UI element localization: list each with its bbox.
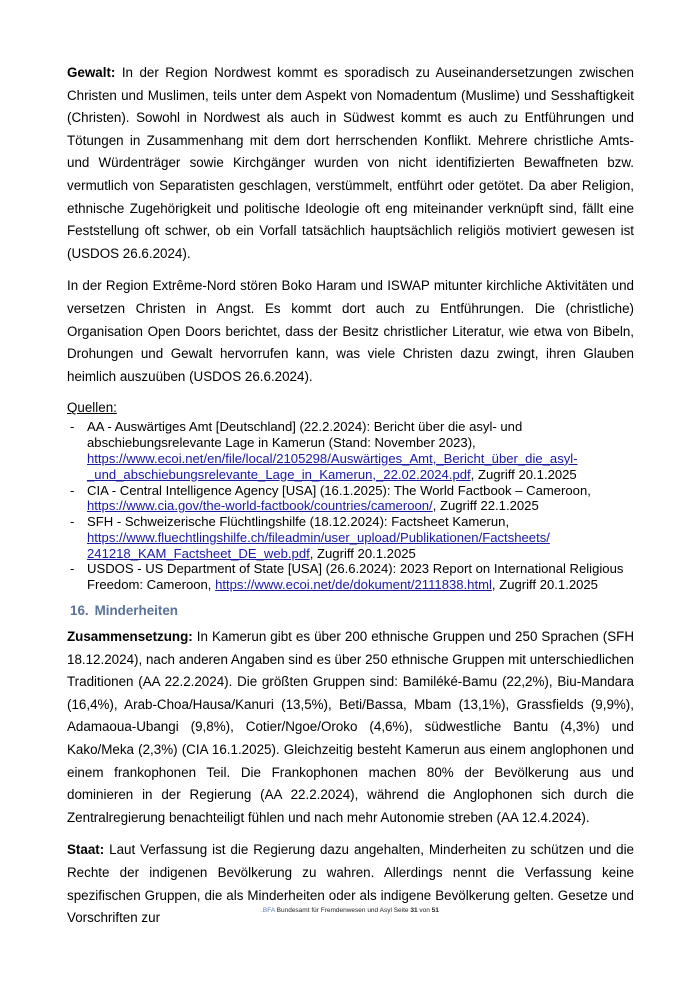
paragraph-text: In der Region Nordwest kommt es sporadisch zu Auseinandersetzungen zwischen Christen und Muslimen, teils unter dem Aspekt von Nomadentum (Muslime) und Sesshaftigkeit (Christen). Sowohl in Nordwest als auch in Südwest kommt es auch zu Entführungen und Tötungen in Zusammenhang mit dem dort herrschenden Konflikt. Mehrere christliche Amts- und Würdenträger sowie Kirchgänger wurden von nicht identifizierten Bewaffneten bzw. vermutlich von Separatisten geschlagen, verstümmelt, entführt oder getötet. Da aber Religion, ethnische Zugehörigkeit und politische Ideologie oft eng miteinander verknüpft sind, fällt eine Feststellung oft schwer, ob ein Vorfall tatsächlich hauptsächlich religiös motiviert gewesen ist (USDOS 26.6.2024).: [67, 65, 634, 261]
paragraph-text: In Kamerun gibt es über 200 ethnische Gruppen und 250 Sprachen (SFH 18.12.2024), nach anderen Angaben sind es über 250 ethnische Gruppen mit unterschiedlichen Traditionen (AA 22.2.2024). Die größten Gruppen sind: Bamiléké-Bamu (22,2%), Biu-Mandara (16,4%), Arab-Choa/Hausa/Kanuri (13,5%), Beti/Bassa, Mbam (13,1%), Grassfields (9,9%), Adamaoua-Ubangi (9,8%), Cotier/Ngoe/Oroko (4,6%), südwestliche Bantu (4,3%) und Kako/Meka (2,3%) (CIA 16.1.2025). Gleichzeitig besteht Kamerun aus einem anglophonen und einem frankophonen Teil. Die Frankophonen machen 80% der Bevölkerung aus und dominieren in der Regierung (AA 22.2.2024), während die Anglophonen sich durch die Zentralregierung benachteiligt fühlen und nach mehr Autonomie streben (AA 12.4.2024).: [67, 629, 634, 825]
paragraph-lead: Gewalt:: [67, 65, 116, 80]
section-number: 16.: [70, 603, 89, 619]
source-item: [67, 514, 634, 561]
list-dash: -: [70, 561, 75, 577]
page-footer: [0, 907, 700, 914]
section-title: Minderheiten: [94, 603, 178, 619]
paragraph-text: In der Region Extrême-Nord stören Boko Haram und ISWAP mitunter kirchliche Aktivitäten und versetzen Christen in Angst. Es kommt dort auch zu Entführungen. Die (christliche) Organisation Open Doors berichtet, dass der Besitz christlicher Literatur, wie etwa von Bibeln, Drohungen und Gewalt hervorrufen kann, was viele Christen dazu zwingt, ihren Glauben heimlich auszuüben (USDOS 26.6.2024).: [67, 278, 634, 384]
paragraph-gewalt: [67, 62, 634, 265]
footer-org: Bundesamt für Fremdenwesen und Asyl Seite: [274, 907, 411, 914]
list-dash: -: [70, 419, 75, 435]
source-link[interactable]: https://www.ecoi.net/en/file/local/2105298/Auswärtiges_Amt,_Bericht_über_die_asyl-_und_abschiebungsrelevante_Lage_in_Kamerun,_22.02.2024.pdf: [87, 450, 578, 482]
paragraph-lead: Zusammensetzung:: [67, 629, 193, 645]
paragraph-extreme-nord: [67, 275, 634, 388]
source-item: [67, 419, 634, 482]
source-item: [67, 561, 634, 593]
document-body: [67, 62, 634, 940]
paragraph-zusammensetzung: [67, 626, 634, 829]
source-link[interactable]: https://www.ecoi.net/de/dokument/2111838.html: [215, 577, 492, 593]
list-dash: -: [70, 482, 75, 498]
paragraph-lead: Staat:: [67, 842, 105, 858]
section-heading: [70, 603, 634, 618]
source-access-date: , Zugriff 20.1.2025: [491, 577, 598, 593]
sources-title: Quellen:: [67, 400, 117, 416]
sources-list: [67, 419, 634, 593]
source-access-date: , Zugriff 20.1.2025: [470, 466, 577, 482]
source-access-date: , Zugriff 20.1.2025: [309, 545, 416, 561]
source-item: [67, 483, 634, 515]
source-text: SFH - Schweizerische Flüchtlingshilfe (18.12.2024): Factsheet Kamerun,: [87, 514, 510, 530]
paragraph-text: Laut Verfassung ist die Regierung dazu angehalten, Minderheiten zu schützen und die Rechte der indigenen Bevölkerung zu wahren. Allerdings nennt die Verfassung keine spezifischen Gruppen, die als Minderheiten oder als indigene Bevölkerung gelten. Gesetze und Vorschriften zur: [67, 842, 634, 926]
page-total: 51: [431, 907, 439, 914]
source-text: USDOS - US Department of State [USA] (26.6.2024): 2023 Report on International Religious Freedom: Cameroon,: [87, 561, 624, 593]
footer-logo: .BFA: [261, 907, 275, 914]
source-link[interactable]: https://www.fluechtlingshilfe.ch/fileadmin/user_upload/Publikationen/Factsheets/ 241218_KAM_Factsheet_DE_web.pdf: [87, 529, 550, 561]
footer-of: von: [417, 907, 432, 914]
paragraph-staat: [67, 839, 634, 929]
page-number: 31: [410, 907, 418, 914]
list-dash: -: [70, 514, 75, 530]
source-link[interactable]: https://www.cia.gov/the-world-factbook/countries/cameroon/: [87, 498, 433, 514]
source-text: AA - Auswärtiges Amt [Deutschland] (22.2.2024): Bericht über die asyl- und abschiebungsrelevante Lage in Kamerun (Stand: November 2023),: [87, 419, 523, 451]
source-text: CIA - Central Intelligence Agency [USA] (16.1.2025): The World Factbook – Cameroon,: [87, 482, 591, 498]
source-access-date: , Zugriff 22.1.2025: [432, 498, 539, 514]
